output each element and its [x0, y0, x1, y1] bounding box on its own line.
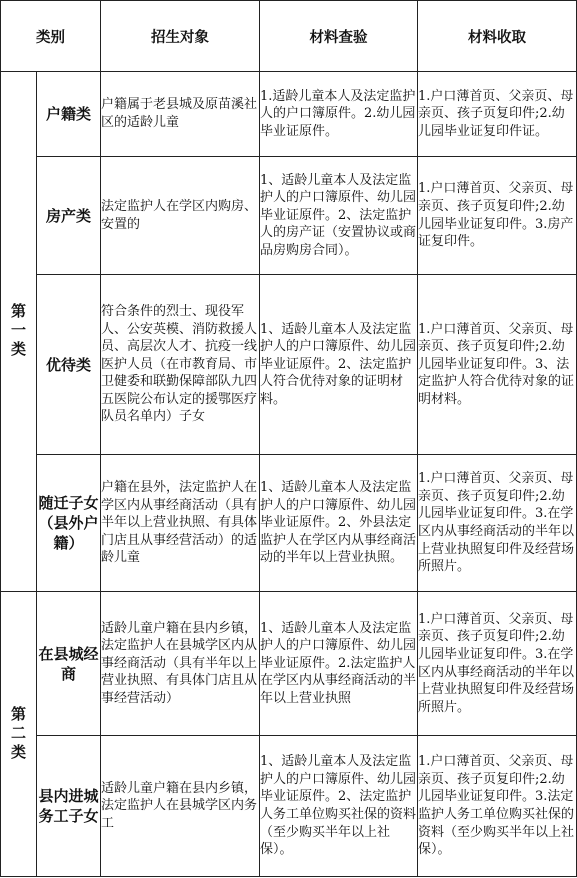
row-type: 优待类 — [37, 275, 101, 455]
table-row — [1, 157, 577, 275]
header-check: 材料查验 — [260, 1, 418, 72]
row-check: 1、适龄儿童本人及法定监护人的户口簿原件、幼儿园毕业证原件。2、法定监护人符合优待对象的证明材料。 — [260, 275, 418, 455]
row-collect: 1.户口薄首页、父亲页、母亲页、孩子页复印件;2.幼儿园毕业证复印件证。 — [418, 72, 577, 157]
row-check: 1、适龄儿童本人及法定监护人的户口簿原件、幼儿园毕业证原件。2.法定监护人在学区内从事经商活动的半年以上营业执照 — [260, 592, 418, 736]
header-collect: 材料收取 — [418, 1, 577, 72]
row-collect: 1.户口薄首页、父亲页、母亲页、孩子页复印件;2.幼儿园毕业证复印件。3.法定监护人务工单位购买社保的资料（至少购买半年以上社保）。 — [418, 736, 577, 877]
row-check: 1、适龄儿童本人及法定监护人的户口簿原件、幼儿园毕业证原件。2、外县法定监护人在学区内从事经商活动的半年以上营业执照。 — [260, 455, 418, 592]
row-collect: 1.户口薄首页、父亲页、母亲页、孩子页复印件;2.幼儿园毕业证复印件。3.在学区内从事经商活动的半年以上营业执照复印件及经营场所照片。 — [418, 592, 577, 736]
row-type: 户籍类 — [37, 72, 101, 157]
row-type: 房产类 — [37, 157, 101, 275]
group-label: 第二类 — [1, 592, 37, 877]
group-label: 第一类 — [1, 72, 37, 592]
row-target: 适龄儿童户籍在县内乡镇，法定监护人在县城学区内务工 — [101, 736, 260, 877]
header-row — [1, 1, 577, 72]
row-check: 1、适龄儿童本人及法定监护人的户口簿原件、幼儿园毕业证原件。2、法定监护人务工单位购买社保的资料（至少购买半年以上社保）。 — [260, 736, 418, 877]
header-target: 招生对象 — [101, 1, 260, 72]
row-collect: 1.户口薄首页、父亲页、母亲页、孩子页复印件;2.幼儿园毕业证复印件。3.房产证复印件。 — [418, 157, 577, 275]
table-row — [1, 592, 577, 736]
table-row — [1, 455, 577, 592]
row-collect: 1.户口薄首页、父亲页、母亲页、孩子页复印件;2.幼儿园毕业证复印件。3.在学区内从事经商活动的半年以上营业执照复印件及经营场所照片。 — [418, 455, 577, 592]
table-row — [1, 72, 577, 157]
header-category: 类别 — [1, 1, 101, 72]
table-row — [1, 275, 577, 455]
row-target: 符合条件的烈士、现役军人、公安英模、消防救援人员、高层次人才、抗疫一线医护人员（在市教育局、市卫健委和联勤保障部队九四五医院公布认定的援鄂医疗队员名单内）子女 — [101, 275, 260, 455]
row-collect: 1.户口薄首页、父亲页、母亲页、孩子页复印件;2.幼儿园毕业证复印件。3、法定监护人符合优待对象的证明材料。 — [418, 275, 577, 455]
row-check: 1.适龄儿童本人及法定监护人的户口簿原件。2.幼儿园毕业证原件。 — [260, 72, 418, 157]
table-row — [1, 736, 577, 877]
row-target: 法定监护人在学区内购房、安置的 — [101, 157, 260, 275]
row-type: 在县城经商 — [37, 592, 101, 736]
row-type: 随迁子女（县外户籍） — [37, 455, 101, 592]
row-target: 户籍属于老县城及原苗溪社区的适龄儿童 — [101, 72, 260, 157]
row-target: 户籍在县外，法定监护人在学区内从事经商活动（具有半年以上营业执照、有具体门店且从事经营活动）的适龄儿童 — [101, 455, 260, 592]
row-type: 县内进城务工子女 — [37, 736, 101, 877]
row-target: 适龄儿童户籍在县内乡镇，法定监护人在县城学区内从事经商活动（具有半年以上营业执照、有具体门店且从事经营活动） — [101, 592, 260, 736]
row-check: 1、适龄儿童本人及法定监护人的户口簿原件、幼儿园毕业证原件。2、法定监护人的房产证（安置协议或商品房购房合同）。 — [260, 157, 418, 275]
